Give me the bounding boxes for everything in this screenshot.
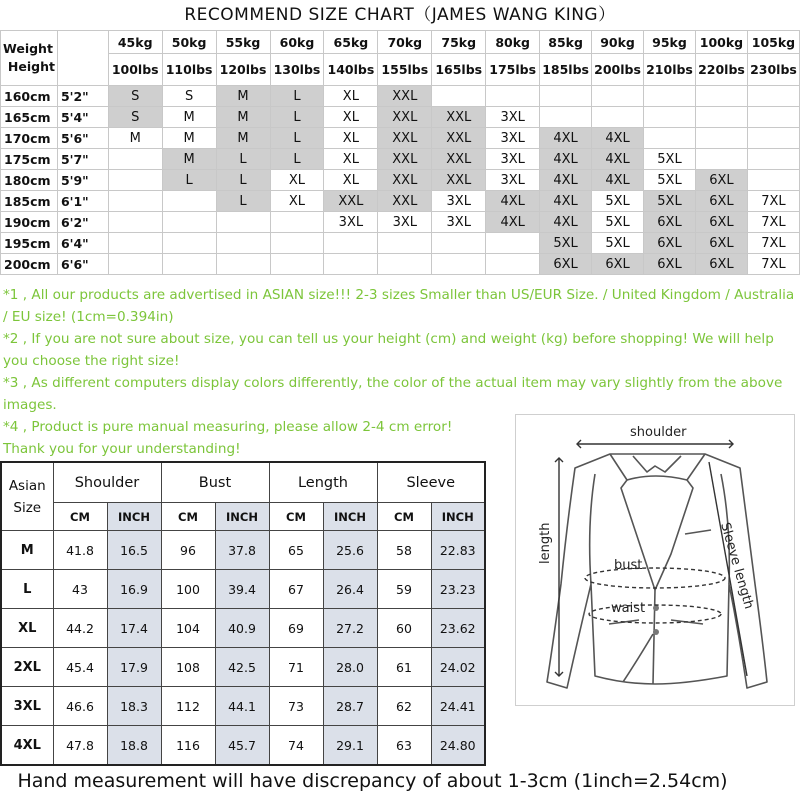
measure-value-cell: 39.4: [215, 570, 269, 609]
size-cell: M: [216, 107, 270, 128]
height-cm-cell: 170cm: [1, 128, 58, 149]
size-label-cell: 3XL: [1, 687, 53, 726]
size-cell: XL: [324, 170, 378, 191]
size-cell: [378, 254, 432, 275]
size-cell: XXL: [324, 191, 378, 212]
size-cell: 4XL: [540, 128, 592, 149]
size-cell: [540, 107, 592, 128]
measure-value-cell: 100: [161, 570, 215, 609]
measure-value-cell: 73: [269, 687, 323, 726]
size-cell: [592, 107, 644, 128]
measure-value-cell: 46.6: [53, 687, 107, 726]
recommend-size-table: [0, 30, 800, 275]
weight-lbs-header: 100lbs: [108, 54, 162, 86]
size-cell: L: [270, 107, 324, 128]
height-cm-cell: 165cm: [1, 107, 58, 128]
size-cell: [695, 107, 747, 128]
measure-value-cell: 22.83: [431, 531, 485, 570]
measure-value-cell: 24.80: [431, 726, 485, 766]
size-cell: XXL: [432, 170, 486, 191]
unit-header: CM: [269, 503, 323, 531]
height-cm-cell: 175cm: [1, 149, 58, 170]
size-cell: [324, 233, 378, 254]
size-cell: L: [216, 149, 270, 170]
measure-value-cell: 44.2: [53, 609, 107, 648]
size-cell: L: [270, 86, 324, 107]
size-cell: 5XL: [540, 233, 592, 254]
size-cell: 6XL: [644, 254, 696, 275]
height-ft-cell: 5'9": [57, 170, 108, 191]
unit-header: CM: [53, 503, 107, 531]
measure-value-cell: 28.0: [323, 648, 377, 687]
height-ft-cell: 5'2": [57, 86, 108, 107]
size-cell: 6XL: [695, 254, 747, 275]
size-cell: 4XL: [486, 191, 540, 212]
note-3: *3 , As different computers display colors differently, the color of the actual item may vary slightly from the above images.: [3, 375, 783, 413]
weight-lbs-header: 155lbs: [378, 54, 432, 86]
asian-size-header: Asian Size: [1, 462, 53, 531]
size-cell: [644, 86, 696, 107]
measure-value-cell: 65: [269, 531, 323, 570]
weight-lbs-header: 185lbs: [540, 54, 592, 86]
size-cell: 5XL: [644, 191, 696, 212]
measure-value-cell: 29.1: [323, 726, 377, 766]
size-label-cell: 2XL: [1, 648, 53, 687]
size-row: [1, 233, 800, 254]
weight-kg-header: 55kg: [216, 31, 270, 54]
measure-value-cell: 16.5: [107, 531, 161, 570]
size-cell: XL: [270, 170, 324, 191]
measure-group-header: Sleeve: [377, 462, 485, 503]
size-cell: [486, 233, 540, 254]
measure-value-cell: 17.9: [107, 648, 161, 687]
measurement-table: [0, 461, 486, 766]
sleeve-length-label: Sleeve length: [717, 520, 757, 611]
weight-kg-header: 105kg: [747, 31, 799, 54]
size-cell: XXL: [378, 128, 432, 149]
size-cell: XL: [324, 86, 378, 107]
size-label-cell: L: [1, 570, 53, 609]
weight-kg-header: 65kg: [324, 31, 378, 54]
size-cell: [747, 86, 799, 107]
size-cell: 5XL: [644, 149, 696, 170]
size-cell: [695, 149, 747, 170]
size-cell: XXL: [432, 149, 486, 170]
height-ft-cell: 6'1": [57, 191, 108, 212]
size-cell: 3XL: [378, 212, 432, 233]
measure-value-cell: 28.7: [323, 687, 377, 726]
weight-kg-header: 75kg: [432, 31, 486, 54]
note-4: *4 , Product is pure manual measuring, please allow 2-4 cm error!: [3, 419, 453, 435]
size-cell: [108, 254, 162, 275]
size-cell: 7XL: [747, 212, 799, 233]
size-cell: 5XL: [644, 170, 696, 191]
measure-group-header: Bust: [161, 462, 269, 503]
weight-lbs-header: 220lbs: [695, 54, 747, 86]
weight-lbs-header: 230lbs: [747, 54, 799, 86]
size-cell: XXL: [432, 107, 486, 128]
size-cell: XL: [324, 149, 378, 170]
measure-value-cell: 24.41: [431, 687, 485, 726]
size-cell: M: [216, 128, 270, 149]
size-cell: L: [216, 191, 270, 212]
measure-value-cell: 104: [161, 609, 215, 648]
height-ft-cell: 6'2": [57, 212, 108, 233]
measure-value-cell: 47.8: [53, 726, 107, 766]
size-row: [1, 170, 800, 191]
measure-row: [1, 531, 485, 570]
size-label-cell: M: [1, 531, 53, 570]
note-2: *2 , If you are not sure about size, you can tell us your height (cm) and weight (kg) before shopping! We will help you choose the right size!: [3, 331, 774, 369]
measure-value-cell: 69: [269, 609, 323, 648]
measure-value-cell: 71: [269, 648, 323, 687]
measure-value-cell: 58: [377, 531, 431, 570]
weight-lbs-header: 165lbs: [432, 54, 486, 86]
height-cm-cell: 195cm: [1, 233, 58, 254]
height-ft-cell: 5'4": [57, 107, 108, 128]
measure-value-cell: 42.5: [215, 648, 269, 687]
weight-lbs-header: 130lbs: [270, 54, 324, 86]
waist-label: waist: [611, 601, 646, 616]
measure-value-cell: 40.9: [215, 609, 269, 648]
height-cm-cell: 185cm: [1, 191, 58, 212]
size-cell: 3XL: [432, 191, 486, 212]
weight-kg-header: 95kg: [644, 31, 696, 54]
size-cell: 4XL: [540, 170, 592, 191]
height-ft-cell: 5'6": [57, 128, 108, 149]
size-cell: [108, 149, 162, 170]
unit-header: CM: [161, 503, 215, 531]
size-cell: 4XL: [592, 149, 644, 170]
size-label-cell: 4XL: [1, 726, 53, 766]
size-cell: 4XL: [540, 191, 592, 212]
size-cell: S: [162, 86, 216, 107]
size-cell: [747, 128, 799, 149]
size-cell: L: [270, 149, 324, 170]
measure-value-cell: 44.1: [215, 687, 269, 726]
size-cell: 3XL: [486, 170, 540, 191]
size-cell: 3XL: [324, 212, 378, 233]
measure-value-cell: 59: [377, 570, 431, 609]
size-row: [1, 212, 800, 233]
weight-lbs-header: 120lbs: [216, 54, 270, 86]
size-cell: [540, 86, 592, 107]
measure-value-cell: 23.62: [431, 609, 485, 648]
height-ft-cell: 6'6": [57, 254, 108, 275]
size-cell: [695, 86, 747, 107]
size-cell: XXL: [378, 191, 432, 212]
measure-row: [1, 648, 485, 687]
size-cell: 3XL: [432, 212, 486, 233]
measure-value-cell: 16.9: [107, 570, 161, 609]
measure-value-cell: 45.7: [215, 726, 269, 766]
size-cell: XXL: [378, 170, 432, 191]
footer-note: Hand measurement will have discrepancy of about 1-3cm (1inch=2.54cm): [17, 770, 728, 792]
size-cell: [108, 170, 162, 191]
measure-value-cell: 23.23: [431, 570, 485, 609]
weight-kg-header: 45kg: [108, 31, 162, 54]
note-1: *1 , All our products are advertised in ASIAN size!!! 2-3 sizes Smaller than US/EUR Size. / United Kingdom / Australia / EU size! (1cm=0.394in): [3, 287, 795, 325]
corner-weight-label: Weight: [3, 41, 53, 56]
measure-row: [1, 687, 485, 726]
size-cell: XL: [270, 191, 324, 212]
measure-value-cell: 116: [161, 726, 215, 766]
size-cell: 5XL: [592, 233, 644, 254]
size-cell: 3XL: [486, 128, 540, 149]
size-cell: [747, 170, 799, 191]
size-cell: [486, 254, 540, 275]
height-cm-cell: 180cm: [1, 170, 58, 191]
measure-group-header: Shoulder: [53, 462, 161, 503]
size-cell: XXL: [432, 128, 486, 149]
measure-value-cell: 43: [53, 570, 107, 609]
measure-value-cell: 25.6: [323, 531, 377, 570]
size-cell: M: [162, 128, 216, 149]
size-cell: 6XL: [695, 191, 747, 212]
size-cell: [216, 212, 270, 233]
weight-kg-header: 85kg: [540, 31, 592, 54]
size-cell: L: [270, 128, 324, 149]
measure-value-cell: 63: [377, 726, 431, 766]
measure-value-cell: 24.02: [431, 648, 485, 687]
size-cell: 7XL: [747, 254, 799, 275]
size-cell: [108, 191, 162, 212]
size-row: [1, 107, 800, 128]
weight-lbs-header: 110lbs: [162, 54, 216, 86]
size-cell: 4XL: [486, 212, 540, 233]
size-label-cell: XL: [1, 609, 53, 648]
measure-value-cell: 37.8: [215, 531, 269, 570]
size-row: [1, 191, 800, 212]
size-cell: XL: [324, 128, 378, 149]
size-cell: [216, 254, 270, 275]
size-cell: XXL: [378, 107, 432, 128]
size-cell: [747, 107, 799, 128]
measure-value-cell: 27.2: [323, 609, 377, 648]
size-cell: [644, 128, 696, 149]
measure-value-cell: 67: [269, 570, 323, 609]
header-spacer: [57, 31, 108, 86]
size-cell: [162, 191, 216, 212]
jacket-illustration: [515, 414, 795, 706]
height-cm-cell: 190cm: [1, 212, 58, 233]
size-cell: S: [108, 107, 162, 128]
measure-value-cell: 17.4: [107, 609, 161, 648]
size-cell: M: [162, 149, 216, 170]
measure-value-cell: 96: [161, 531, 215, 570]
unit-header: INCH: [107, 503, 161, 531]
size-cell: 6XL: [644, 212, 696, 233]
size-cell: S: [108, 86, 162, 107]
size-cell: 7XL: [747, 191, 799, 212]
size-cell: [216, 233, 270, 254]
weight-lbs-header: 175lbs: [486, 54, 540, 86]
weight-kg-header: 50kg: [162, 31, 216, 54]
size-cell: 4XL: [592, 170, 644, 191]
measure-value-cell: 61: [377, 648, 431, 687]
size-cell: 3XL: [486, 149, 540, 170]
size-cell: L: [216, 170, 270, 191]
size-cell: [162, 233, 216, 254]
size-cell: [378, 233, 432, 254]
size-row: [1, 254, 800, 275]
height-ft-cell: 5'7": [57, 149, 108, 170]
measure-row: [1, 726, 485, 766]
size-cell: 6XL: [695, 170, 747, 191]
size-cell: [162, 212, 216, 233]
size-cell: XXL: [378, 149, 432, 170]
shoulder-label: shoulder: [630, 425, 687, 440]
size-cell: [270, 212, 324, 233]
weight-kg-header: 80kg: [486, 31, 540, 54]
size-cell: [747, 149, 799, 170]
size-cell: M: [162, 107, 216, 128]
size-row: [1, 86, 800, 107]
size-cell: [162, 254, 216, 275]
measure-value-cell: 41.8: [53, 531, 107, 570]
chart-title: RECOMMEND SIZE CHART（JAMES WANG KING）: [184, 5, 616, 25]
measure-value-cell: 74: [269, 726, 323, 766]
weight-lbs-header: 140lbs: [324, 54, 378, 86]
weight-lbs-header: 210lbs: [644, 54, 696, 86]
weight-lbs-header: 200lbs: [592, 54, 644, 86]
measure-value-cell: 45.4: [53, 648, 107, 687]
measure-row: [1, 609, 485, 648]
size-cell: [432, 86, 486, 107]
size-cell: [486, 86, 540, 107]
corner-height-label: Height: [7, 59, 55, 74]
unit-header: INCH: [431, 503, 485, 531]
size-cell: 4XL: [592, 128, 644, 149]
size-cell: [270, 254, 324, 275]
size-cell: [644, 107, 696, 128]
size-cell: 4XL: [540, 149, 592, 170]
unit-header: INCH: [323, 503, 377, 531]
size-row: [1, 149, 800, 170]
size-cell: [432, 254, 486, 275]
measure-value-cell: 112: [161, 687, 215, 726]
unit-header: INCH: [215, 503, 269, 531]
size-cell: 7XL: [747, 233, 799, 254]
size-cell: 4XL: [540, 212, 592, 233]
size-cell: L: [162, 170, 216, 191]
size-row: [1, 128, 800, 149]
height-ft-cell: 6'4": [57, 233, 108, 254]
weight-kg-header: 60kg: [270, 31, 324, 54]
weight-kg-header: 70kg: [378, 31, 432, 54]
height-cm-cell: 200cm: [1, 254, 58, 275]
size-cell: XL: [324, 107, 378, 128]
measure-value-cell: 108: [161, 648, 215, 687]
size-cell: 6XL: [695, 212, 747, 233]
measure-value-cell: 26.4: [323, 570, 377, 609]
size-cell: [108, 233, 162, 254]
size-cell: 5XL: [592, 191, 644, 212]
jacket-diagram: [515, 414, 795, 706]
size-cell: 3XL: [486, 107, 540, 128]
height-cm-cell: 160cm: [1, 86, 58, 107]
measure-row: [1, 570, 485, 609]
bust-label: bust: [614, 558, 643, 573]
size-cell: [108, 212, 162, 233]
unit-header: CM: [377, 503, 431, 531]
length-label: length: [538, 522, 553, 564]
size-cell: 6XL: [592, 254, 644, 275]
size-cell: 6XL: [695, 233, 747, 254]
size-cell: 6XL: [644, 233, 696, 254]
measure-value-cell: 18.8: [107, 726, 161, 766]
size-cell: [592, 86, 644, 107]
size-cell: [695, 128, 747, 149]
measure-value-cell: 62: [377, 687, 431, 726]
size-cell: M: [108, 128, 162, 149]
note-5: Thank you for your understanding!: [3, 441, 241, 457]
size-cell: [432, 233, 486, 254]
size-cell: 6XL: [540, 254, 592, 275]
size-cell: XXL: [378, 86, 432, 107]
size-cell: 5XL: [592, 212, 644, 233]
measure-value-cell: 60: [377, 609, 431, 648]
size-cell: [270, 233, 324, 254]
weight-height-corner: [1, 31, 58, 86]
measure-group-header: Length: [269, 462, 377, 503]
size-cell: M: [216, 86, 270, 107]
weight-kg-header: 100kg: [695, 31, 747, 54]
measure-value-cell: 18.3: [107, 687, 161, 726]
weight-kg-header: 90kg: [592, 31, 644, 54]
size-cell: [324, 254, 378, 275]
